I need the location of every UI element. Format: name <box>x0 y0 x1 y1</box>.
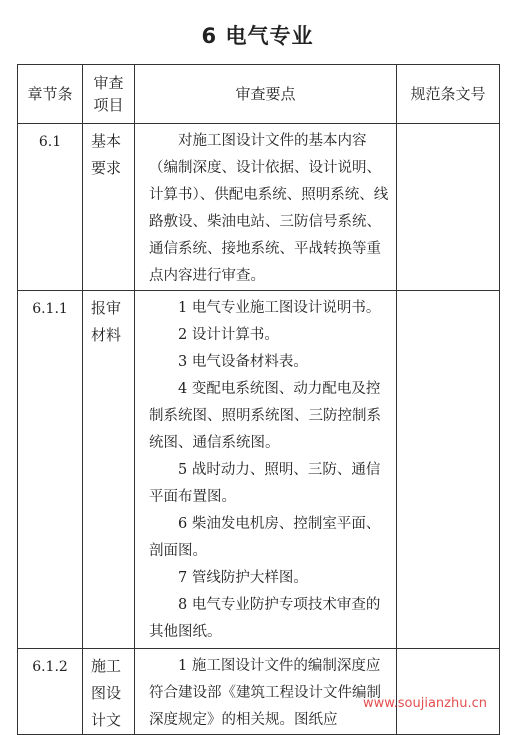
review-point: 6 柴油发电机房、控制室平面、剖面图。 <box>149 516 381 559</box>
row-item: 施工 图设 计文 <box>83 649 135 735</box>
table-row <box>18 124 500 291</box>
header-chapter: 章节条 <box>18 65 83 124</box>
row-item: 基本 要求 <box>83 124 135 291</box>
row-ref <box>397 291 500 649</box>
row-number: 6.1.1 <box>18 291 83 649</box>
review-point: 1 电气专业施工图设计说明书。 <box>178 300 381 316</box>
review-point: 对施工图设计文件的基本内容（编制深度、设计依据、设计说明、计算书）、供配电系统、照明系统、线路敷设、柴油电站、三防信号系统、通信系统、接地系统、平战转换等重点内容进行审查。 <box>149 133 389 284</box>
header-item: 审查 项目 <box>83 65 135 124</box>
header-ref: 规范条文号 <box>397 65 500 124</box>
review-point: 5 战时动力、照明、三防、通信平面布置图。 <box>149 462 381 505</box>
row-number: 6.1.2 <box>18 649 83 735</box>
table-row <box>18 291 500 649</box>
row-item: 报审 材料 <box>83 291 135 649</box>
review-point: 7 管线防护大样图。 <box>178 570 308 586</box>
header-points: 审查要点 <box>135 65 397 124</box>
review-point: 4 变配电系统图、动力配电及控制系统图、照明系统图、三防控制系统图、通信系统图。 <box>149 381 381 451</box>
review-point: 2 设计计算书。 <box>178 327 279 343</box>
row-ref <box>397 649 500 735</box>
row-points <box>135 649 397 735</box>
row-points <box>135 291 397 649</box>
watermark: www.soujianzhu.cn <box>362 696 487 711</box>
row-number: 6.1 <box>18 124 83 291</box>
review-point: 1 施工图设计文件的编制深度应符合建设部《建筑工程设计文件编制深度规定》的相关规。图纸应 <box>149 658 381 728</box>
table-header-row <box>18 65 500 124</box>
table-row <box>18 649 500 735</box>
row-ref <box>397 124 500 291</box>
review-point: 3 电气设备材料表。 <box>178 354 308 370</box>
row-points <box>135 124 397 291</box>
review-point: 8 电气专业防护专项技术审查的其他图纸。 <box>149 597 381 640</box>
page-title: 6 电气专业 <box>201 24 314 48</box>
review-table <box>17 64 500 735</box>
